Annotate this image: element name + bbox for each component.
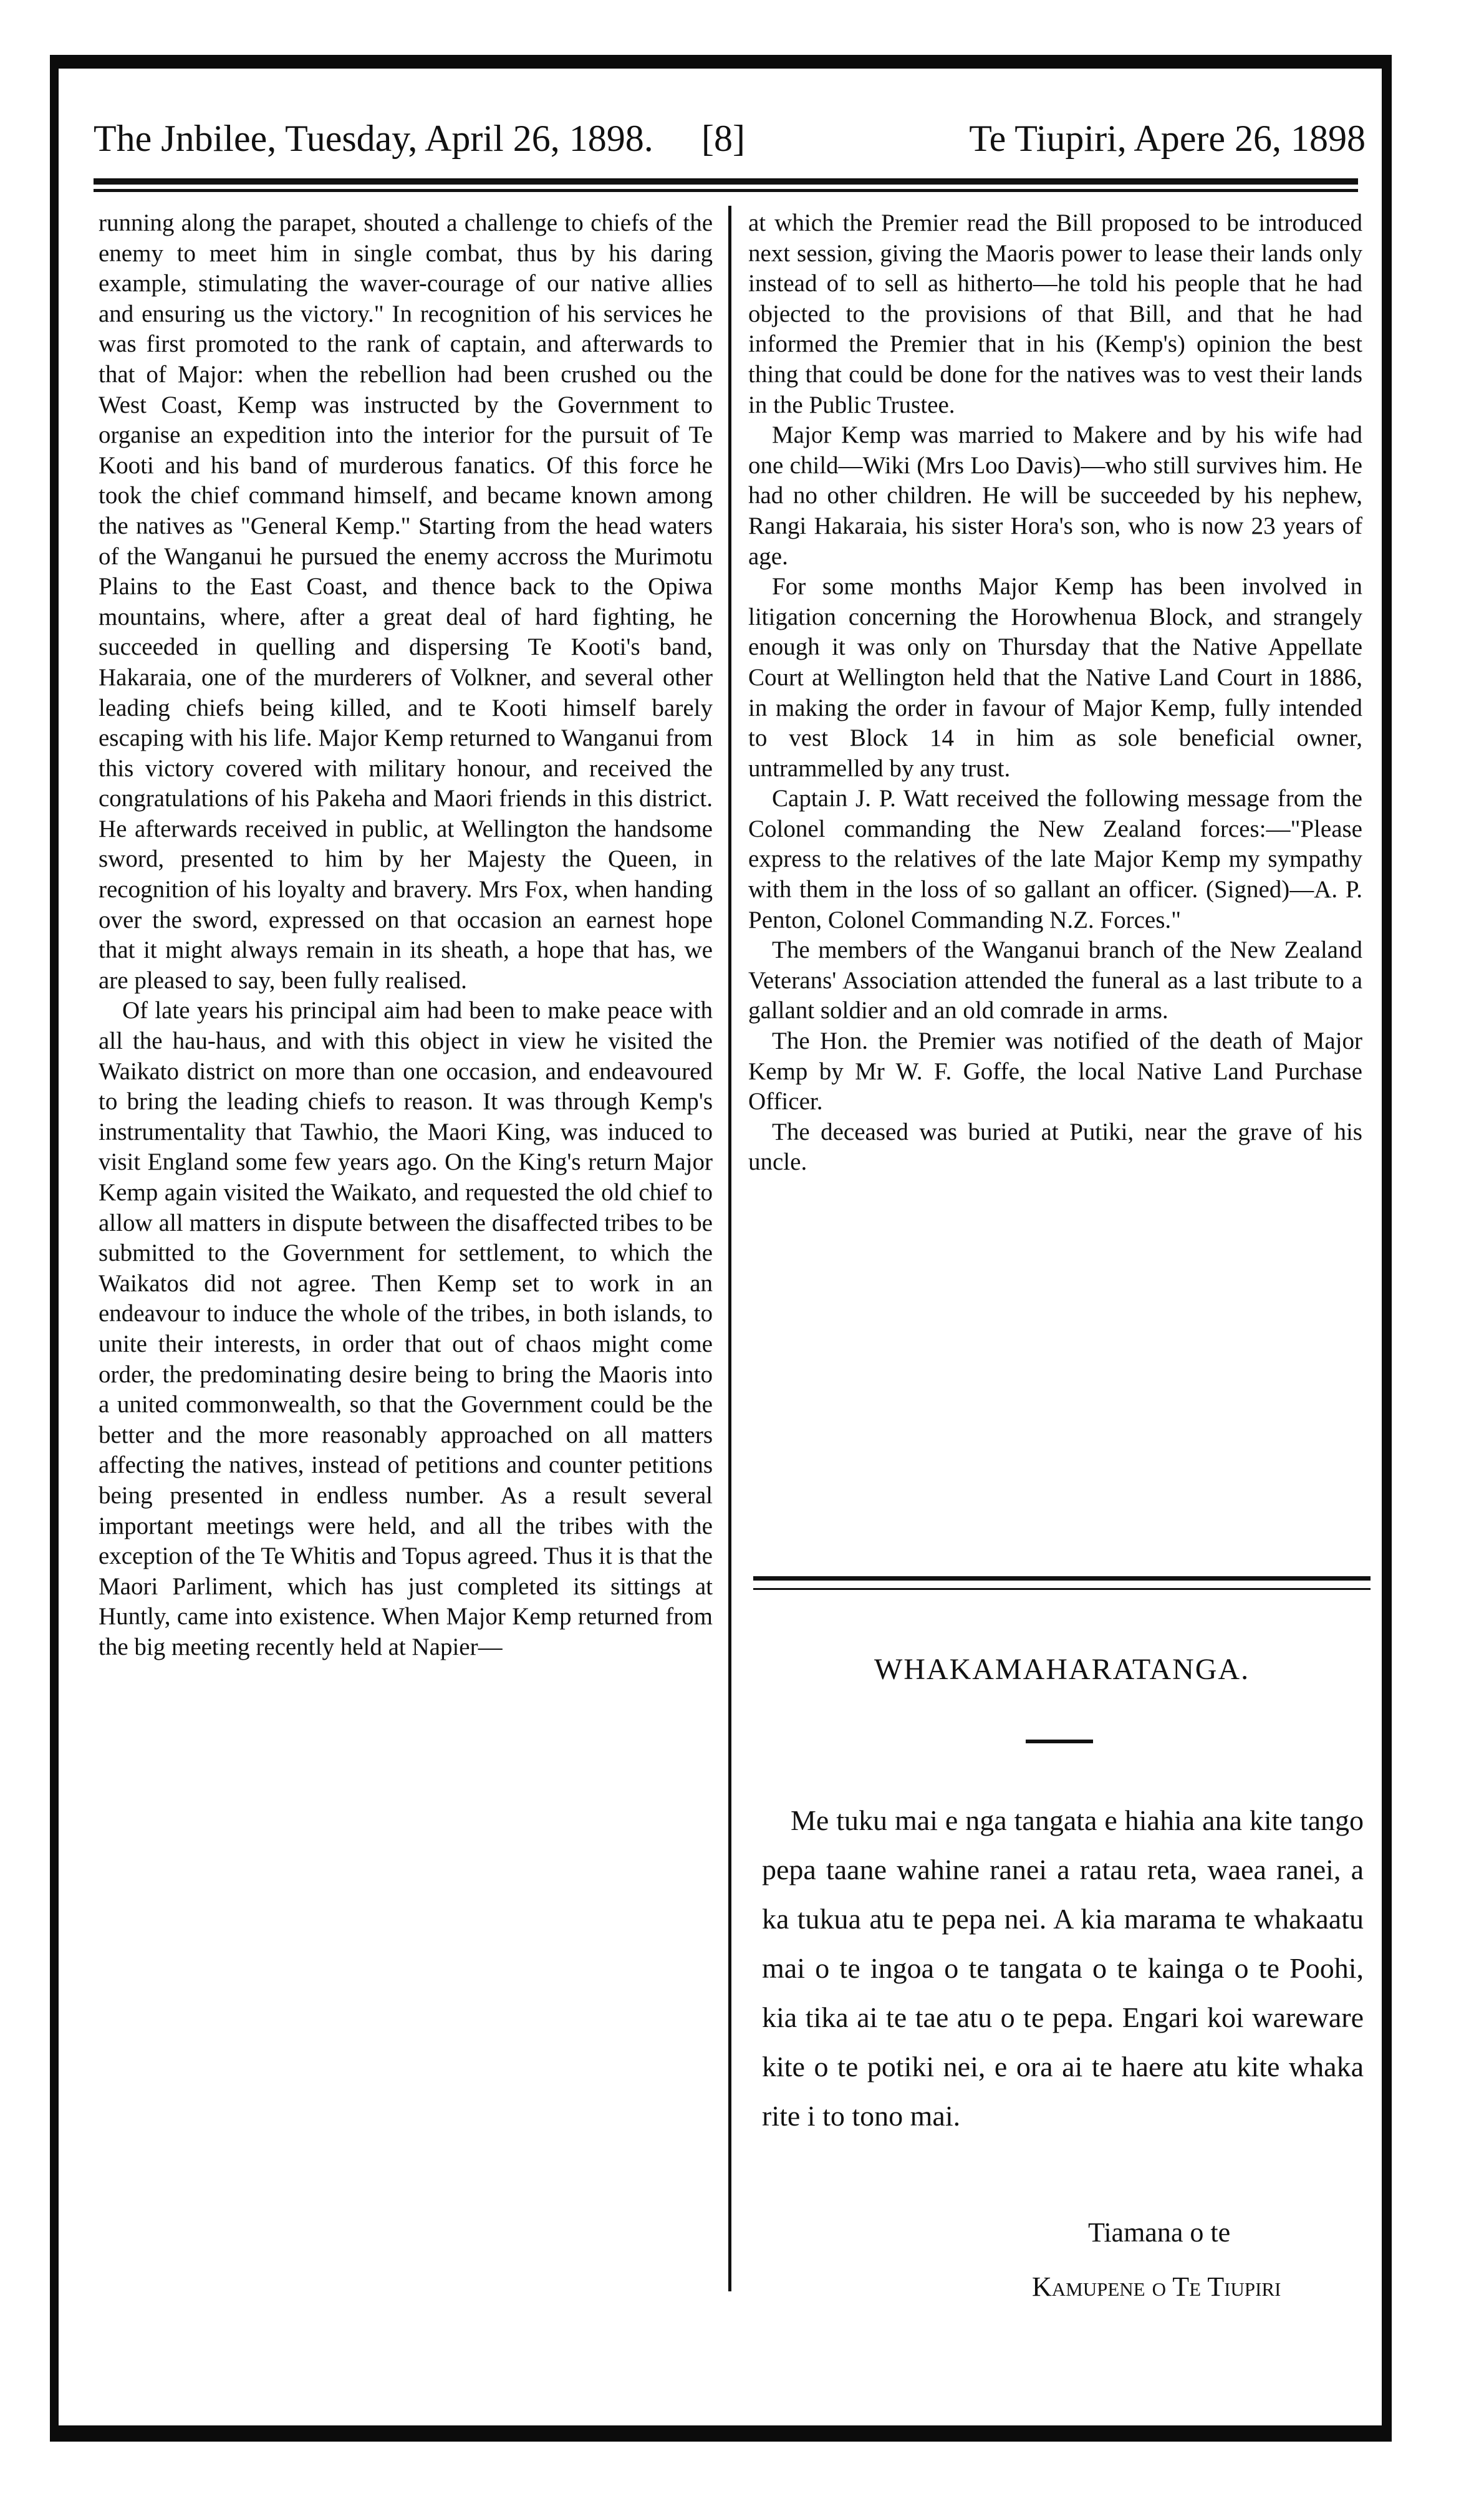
notice-body: [762, 1796, 1364, 2140]
column-divider: [728, 206, 731, 2291]
article-paragraph: The Hon. the Premier was notified of the death of Major Kemp by Mr W. F. Goffe, the local Native Land Purchase Officer.: [748, 1028, 1362, 1115]
article-paragraph: The members of the Wanganui branch of the New Zealand Veterans' Association attended the funeral as a last tribute to a gallant soldier and an old comrade in arms.: [748, 936, 1362, 1024]
article-paragraph: For some months Major Kemp has been involved in litigation concerning the Horowhenua Block, and strangely enough it was only on Thursday that the Native Appellate Court at Wellington held that the Native Land Court in 1886, in making the order in favour of Major Kemp, fully intended to vest Block 14 in him as sole beneficial owner, untrammelled by any trust.: [748, 573, 1362, 782]
page-number: [8]: [701, 118, 745, 159]
notice-signature-company: Kamupene o Te Tiupiri: [1032, 2271, 1281, 2302]
notice-signature-title: Tiamana o te: [1088, 2217, 1231, 2248]
notice-paragraph: Me tuku mai e nga tangata e hiahia ana kite tango pepa taane wahine ranei a ratau reta, waea ranei, a ka tukua atu te pepa nei. A kia marama te whakaatu mai o te ingoa o te tangata o te kainga o te Poohi, kia tika ai te tae atu o te pepa. Engari koi wareware kite o te potiki nei, e ora ai te haere atu kite whaka rite i to tono mai.: [762, 1804, 1364, 2132]
notice-dash: [1026, 1740, 1093, 1743]
article-paragraph: The deceased was buried at Putiki, near the grave of his uncle.: [748, 1118, 1362, 1176]
article-paragraph: at which the Premier read the Bill proposed to be introduced next session, giving the Maoris power to lease their lands only instead of to sell as hitherto—he told his people that he had objected to the provisions of that Bill, and that he had informed the Premier that in his (Kemp's) opinion the best thing that could be done for the natives was to vest their lands in the Public Trustee.: [748, 209, 1362, 418]
notice-rule-thin: [753, 1588, 1371, 1590]
article-paragraph: Of late years his principal aim had been to make peace with all the hau-haus, and with this object in view he visited the Waikato district on more than one occasion, and endeavoured to bring the leading chiefs to reason. It was through Kemp's instrumentality that Tawhio, the Maori King, was induced to visit England some few years ago. On the King's return Major Kemp again visited the Waikato, and requested the old chief to allow all matters in dispute between the disaffected tribes to be submitted to the Government for settlement, to which the Waikatos did not agree. Then Kemp set to work in an endeavour to induce the whole of the tribes, in both islands, to unite their interests, in order that out of chaos might come order, the predominating desire being to bring the Maoris into a united commonwealth, so that the Government could be the better and the more reasonably approached on all matters affecting the natives, instead of petitions and counter petitions being presented in endless number. As a result several important meetings were held, and all the tribes with the exception of the Te Whitis and Topus agreed. Thus it is that the Maori Parliment, which has just completed its sittings at Huntly, came into existence. When Major Kemp returned from the big meeting recently held at Napier—: [99, 997, 713, 1660]
header-rule-thick: [94, 178, 1358, 185]
header-english-title: The Jnbilee, Tuesday, April 26, 1898.: [94, 118, 653, 159]
header-maori-title: Te Tiupiri, Apere 26, 1898: [969, 118, 1366, 159]
page-header: [94, 107, 1366, 170]
article-paragraph: Major Kemp was married to Makere and by his wife had one child—Wiki (Mrs Loo Davis)—who still survives him. He had no other children. He will be succeeded by his nephew, Rangi Hakaraia, his sister Hora's son, who is now 23 years of age.: [748, 421, 1362, 570]
header-rule-thin: [94, 189, 1358, 192]
article-paragraph: Captain J. P. Watt received the following message from the Colonel commanding the New Zealand forces:—"Please express to the relatives of the late Major Kemp my sympathy with them in the loss of so gallant an officer. (Signed)—A. P. Penton, Colonel Commanding N.Z. Forces.": [748, 785, 1362, 933]
notice-rule-thick: [753, 1576, 1371, 1581]
right-column: [748, 208, 1362, 1178]
notice-title: WHAKAMAHARATANGA.: [874, 1653, 1250, 1686]
left-column: [99, 208, 713, 1663]
article-paragraph: running along the parapet, shouted a challenge to chiefs of the enemy to meet him in single combat, thus by his daring example, stimulating the waver-courage of our native allies and ensuring us the victory." In recognition of his services he was first promoted to the rank of captain, and afterwards to that of Major: when the rebellion had been crushed ou the West Coast, Kemp was instructed by the Government to organise an expedition into the interior for the pursuit of Te Kooti and his band of murderous fanatics. Of this force he took the chief command himself, and became known among the natives as "General Kemp." Starting from the head waters of the Wanganui he pursued the enemy accross the Murimotu Plains to the East Coast, and thence back to the Opiwa mountains, where, after a great deal of hard fighting, he succeeded in quelling and dispersing Te Kooti's band, Hakaraia, one of the murderers of Volkner, and several other leading chiefs being killed, and te Kooti himself barely escaping with his life. Major Kemp returned to Wanganui from this victory covered with military honour, and received the congratulations of his Pakeha and Maori friends in this district. He afterwards received in public, at Wellington the handsome sword, presented to him by her Majesty the Queen, in recognition of his loyalty and bravery. Mrs Fox, when handing over the sword, expressed on that occasion an earnest hope that it might always remain in its sheath, a hope that has, we are pleased to say, been fully realised.: [99, 209, 713, 994]
